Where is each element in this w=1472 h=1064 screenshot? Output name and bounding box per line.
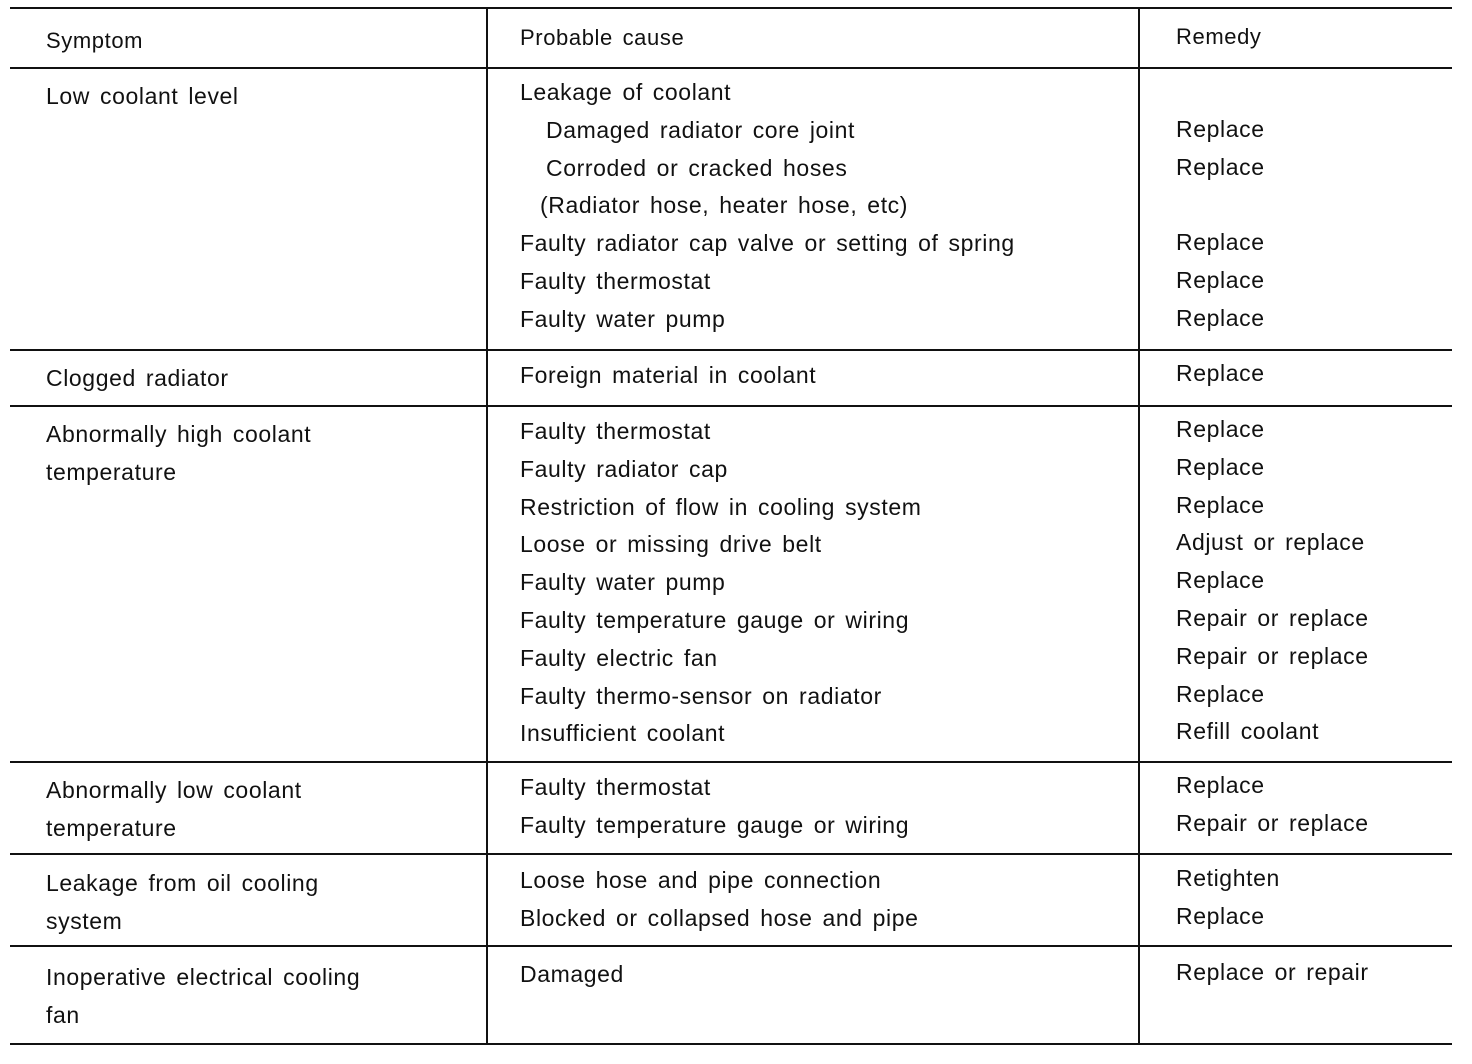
remedy-text: Replace <box>1176 266 1265 293</box>
cause-text: Loose hose and pipe connection <box>520 867 882 893</box>
symptom-text: temperature <box>46 814 177 841</box>
row-divider <box>10 349 1452 351</box>
header-cause: Probable cause <box>520 25 685 50</box>
remedy-text: Refill coolant <box>1176 718 1320 745</box>
column-divider <box>1138 9 1140 1045</box>
remedy-text: Replace or repair <box>1176 959 1369 985</box>
symptom-text: fan <box>46 1001 80 1028</box>
cause-text: Faulty radiator cap valve or setting of spring <box>520 230 1015 257</box>
remedy-text: Replace <box>1176 902 1265 929</box>
remedy-text: Repair or replace <box>1176 604 1369 631</box>
row-divider <box>10 945 1452 947</box>
remedy-text: Repair or replace <box>1176 642 1369 669</box>
remedy-text: Replace <box>1176 115 1265 142</box>
cause-text: Faulty water pump <box>520 305 726 332</box>
cause-text: Restriction of flow in cooling system <box>520 493 922 520</box>
row-divider <box>10 853 1452 855</box>
row-divider <box>10 405 1452 407</box>
remedy-text <box>1176 186 1456 224</box>
column-divider <box>486 9 488 1045</box>
cause-text: Leakage of coolant <box>520 79 732 105</box>
remedy-text: Replace <box>1176 491 1265 518</box>
cause-text: Faulty thermo-sensor on radiator <box>520 682 882 709</box>
remedy-text: Replace <box>1176 416 1265 442</box>
table-bottom-rule <box>10 1043 1452 1045</box>
symptom-text: Leakage from oil cooling <box>46 870 319 896</box>
symptom-text: system <box>46 907 123 934</box>
remedy-text: Repair or replace <box>1176 809 1369 836</box>
remedy-text: Replace <box>1176 153 1265 180</box>
symptom-text: Low coolant level <box>46 83 239 109</box>
remedy-text: Replace <box>1176 772 1265 798</box>
remedy-text <box>1176 73 1456 111</box>
symptom-text: Abnormally low coolant <box>46 777 302 803</box>
row-divider <box>10 761 1452 763</box>
header-symptom: Symptom <box>46 28 144 53</box>
cause-text: Corroded or cracked hoses <box>546 154 848 181</box>
remedy-text: Replace <box>1176 680 1265 707</box>
cause-text: Damaged <box>520 961 624 987</box>
cause-text: Faulty thermostat <box>520 267 711 294</box>
remedy-text: Replace <box>1176 567 1265 594</box>
remedy-text: Replace <box>1176 360 1265 386</box>
cause-text: Faulty electric fan <box>520 644 718 671</box>
cause-text: Blocked or collapsed hose and pipe <box>520 904 919 931</box>
symptom-text: Inoperative electrical cooling <box>46 964 361 990</box>
table-top-rule <box>10 7 1452 9</box>
symptom-text: Clogged radiator <box>46 365 229 391</box>
cause-text: Faulty temperature gauge or wiring <box>520 811 910 838</box>
header-remedy: Remedy <box>1176 24 1262 49</box>
remedy-text: Adjust or replace <box>1176 529 1365 556</box>
remedy-text: Replace <box>1176 304 1265 331</box>
remedy-text: Replace <box>1176 229 1265 256</box>
cause-text: Faulty radiator cap <box>520 455 728 482</box>
symptom-text: Abnormally high coolant <box>46 421 312 447</box>
symptom-text: temperature <box>46 458 177 485</box>
remedy-text: Replace <box>1176 453 1265 480</box>
cause-text: Damaged radiator core joint <box>546 116 856 143</box>
header-rule <box>10 67 1452 69</box>
cause-text: Faulty thermostat <box>520 774 711 800</box>
cause-text: Insufficient coolant <box>520 720 726 747</box>
cause-text: Faulty water pump <box>520 569 726 596</box>
remedy-text: Retighten <box>1176 865 1280 891</box>
cause-text: (Radiator hose, heater hose, etc) <box>540 192 909 219</box>
cause-text: Faulty thermostat <box>520 418 711 444</box>
cause-text: Loose or missing drive belt <box>520 531 822 558</box>
cause-text: Foreign material in coolant <box>520 362 817 388</box>
cause-text: Faulty temperature gauge or wiring <box>520 606 910 633</box>
